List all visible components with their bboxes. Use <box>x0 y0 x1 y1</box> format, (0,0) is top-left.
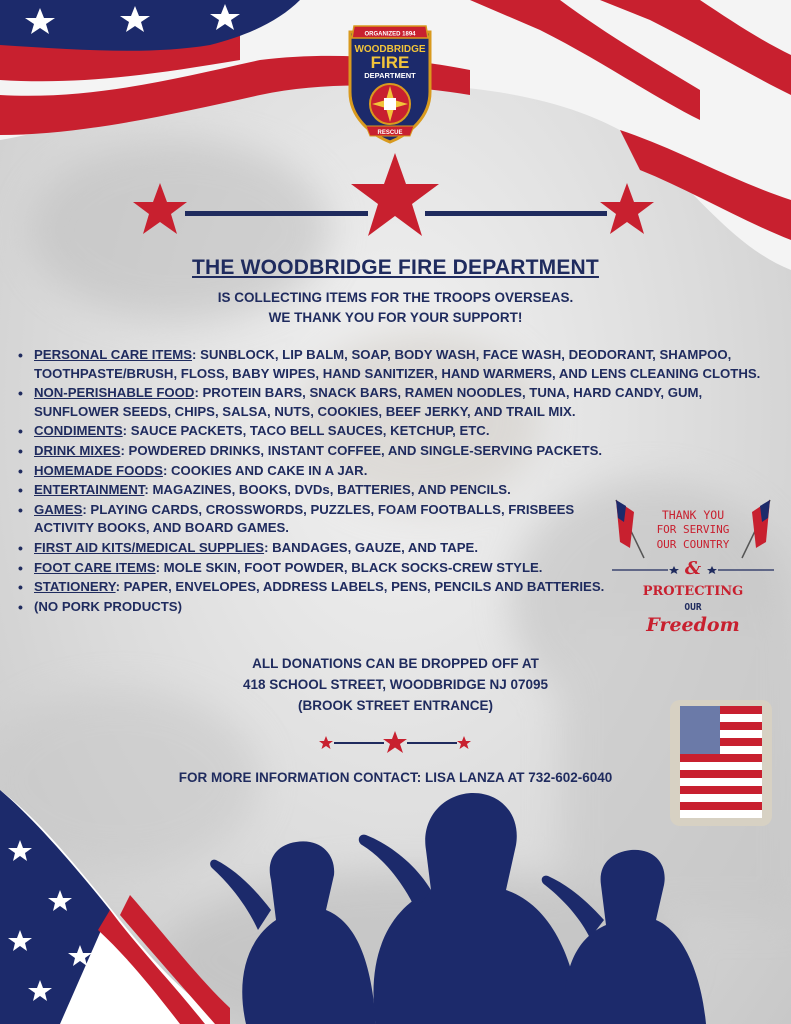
thanks-line-1: THANK YOU <box>661 508 725 522</box>
svg-text:ORGANIZED 1894: ORGANIZED 1894 <box>364 31 416 38</box>
subtitle-line-2: WE THANK YOU FOR YOUR SUPPORT! <box>268 310 523 325</box>
list-item <box>16 346 776 383</box>
fire-department-badge-logo <box>344 22 436 144</box>
svg-text:DEPARTMENT: DEPARTMENT <box>364 71 416 80</box>
item-category: FIRST AID KITS/MEDICAL SUPPLIES <box>34 539 265 555</box>
thanks-line-6: Freedom <box>646 614 740 636</box>
item-details: : PAPER, ENVELOPES, ADDRESS LABELS, PENS, PENCILS AND BATTERIES. <box>115 579 605 595</box>
item-details: : COOKIES AND CAKE IN A JAR. <box>162 462 368 478</box>
list-item <box>16 501 624 538</box>
svg-text:WOODBRIDGE: WOODBRIDGE <box>354 44 426 55</box>
subtitle-line-1: IS COLLECTING ITEMS FOR THE TROOPS OVERSEAS. <box>217 290 574 305</box>
item-details: : SUNBLOCK, LIP BALM, SOAP, BODY WASH, FACE WASH, DEODORANT, SHAMPOO, TOOTHPASTE/BRUSH, FLOSS, BABY WIPES, HAND SANITIZER, HAND WARMERS, AND LENS CLEANING CLOTHS. <box>34 347 761 381</box>
dropoff-line-1: ALL DONATIONS CAN BE DROPPED OFF AT <box>252 656 539 671</box>
item-category: NON-PERISHABLE FOOD <box>34 385 195 401</box>
item-details: (NO PORK PRODUCTS) <box>34 598 182 614</box>
thank-you-graphic <box>608 496 778 646</box>
saluting-soldiers-image <box>176 790 716 1024</box>
item-details: : MOLE SKIN, FOOT POWDER, BLACK SOCKS-CREW STYLE. <box>155 559 543 575</box>
dropoff-address: 418 SCHOOL STREET, WOODBRIDGE NJ 07095 <box>242 677 549 692</box>
dropoff-entrance: (BROOK STREET ENTRANCE) <box>298 698 493 713</box>
item-category: FOOT CARE ITEMS <box>34 559 156 575</box>
item-category: GAMES <box>34 501 83 517</box>
item-details: : SAUCE PACKETS, TACO BELL SAUCES, KETCHUP, ETC. <box>122 423 490 439</box>
list-item <box>16 422 776 441</box>
item-details: : BANDAGES, GAUZE, AND TAPE. <box>264 539 479 555</box>
item-category: CONDIMENTS <box>34 423 123 439</box>
list-item <box>16 384 776 421</box>
item-category: PERSONAL CARE ITEMS <box>34 347 193 362</box>
thanks-line-5: OUR <box>684 602 702 613</box>
star-divider-small <box>318 730 473 756</box>
item-details: : POWDERED DRINKS, INSTANT COFFEE, AND SINGLE-SERVING PACKETS. <box>120 442 603 458</box>
item-category: DRINK MIXES <box>34 442 121 458</box>
thanks-line-2: FOR SERVING <box>656 523 730 536</box>
thanks-line-4: PROTECTING <box>642 584 744 599</box>
item-category: ENTERTAINMENT <box>34 482 145 498</box>
item-details: : PLAYING CARDS, CROSSWORDS, PUZZLES, FOAM FOOTBALLS, FRISBEES ACTIVITY BOOKS, AND BOARD GAMES. <box>34 501 575 536</box>
page-title: THE WOODBRIDGE FIRE DEPARTMENT <box>192 256 599 279</box>
thanks-line-3: OUR COUNTRY <box>656 538 730 551</box>
list-item <box>16 462 776 481</box>
item-category: STATIONERY <box>34 579 116 595</box>
list-item <box>16 442 776 461</box>
svg-text:FIRE: FIRE <box>370 53 410 72</box>
star-divider-top <box>130 150 660 250</box>
item-category: HOMEMADE FOODS <box>34 462 163 478</box>
thanks-ampersand: & <box>684 558 702 579</box>
svg-text:RESCUE: RESCUE <box>377 130 403 136</box>
contact-info: FOR MORE INFORMATION CONTACT: LISA LANZA AT 732-602-6040 <box>178 770 613 785</box>
item-details: : MAGAZINES, BOOKS, DVDs, BATTERIES, AND PENCILS. <box>144 482 511 498</box>
item-details: : PROTEIN BARS, SNACK BARS, RAMEN NOODLES, TUNA, HARD CANDY, GUM, SUNFLOWER SEEDS, CHIPS, SALSA, NUTS, COOKIES, BEEF JERKY, AND TRAIL MIX. <box>34 385 703 419</box>
